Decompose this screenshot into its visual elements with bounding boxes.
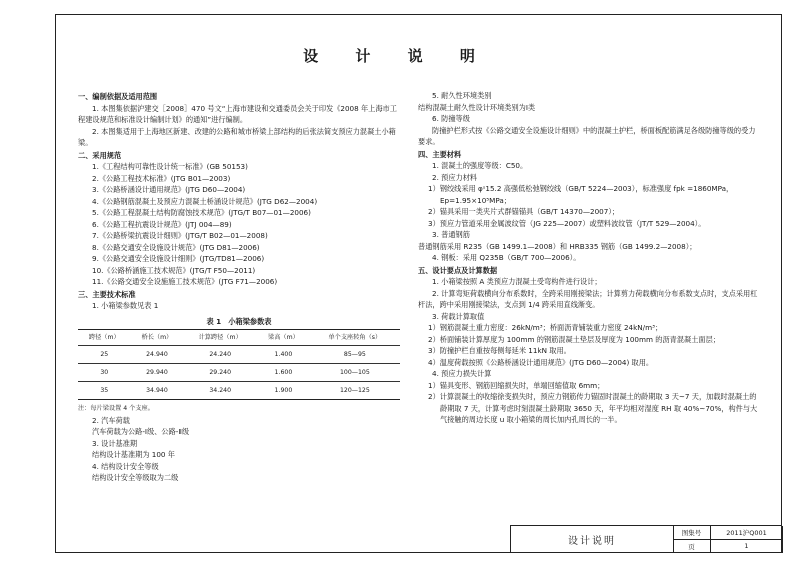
table-header-cell: 跨径（m） <box>78 330 131 346</box>
table-cell: 34.240 <box>183 382 257 400</box>
table-row <box>78 382 400 400</box>
paragraph: 2. 计算弯矩荷载横向分布系数时，全跨采用刚接梁法；计算剪力荷载横向分布系数支点时，支点采用杠杆法，跨中采用刚接梁法，支点到 1/4 跨采用直线渐变。 <box>418 288 758 309</box>
paragraph: 普通钢筋采用 R235（GB 1499.1—2008）和 HRB335 钢筋（GB 1499.2—2008）； <box>418 241 697 251</box>
table-cell: 85—95 <box>310 346 400 364</box>
left-column <box>78 90 400 484</box>
table-cell: 35 <box>78 382 131 400</box>
paragraph: 结构设计安全等级取为二级 <box>92 473 179 482</box>
list-item: 3）防撞护栏自重按每侧每延米 11kN 取用。 <box>428 346 571 355</box>
paragraph: 结构设计基准期为 100 年 <box>92 450 175 459</box>
table-cell: 24.940 <box>131 346 184 364</box>
table-cell: 100—105 <box>310 364 400 382</box>
table-cell: 1.400 <box>257 346 310 364</box>
table-cell: 30 <box>78 364 131 382</box>
list-item: 9.《公路交通安全设施设计细则》(JTG/TD81—2006) <box>92 254 265 263</box>
parameter-table <box>78 329 400 400</box>
table-note: 注：每片梁设置 4 个支座。 <box>78 405 154 412</box>
table-cell: 1.900 <box>257 382 310 400</box>
table-row <box>78 346 400 364</box>
table-header-cell: 梁高（m） <box>257 330 310 346</box>
page-number: 1 <box>711 540 783 553</box>
subheading: 4. 结构设计安全等级 <box>92 461 159 471</box>
list-item: 6.《公路工程抗震设计规范》(JTJ 004—89) <box>92 219 232 229</box>
subheading: 6. 防撞等级 <box>432 114 470 123</box>
title-block <box>510 525 782 553</box>
paragraph: 2. 本图集适用于上海地区新建、改建的公路和城市桥梁上部结构的后张法简支预应力混凝土小箱梁。 <box>78 126 396 147</box>
paragraph: 汽车荷载为公路-Ⅰ级、公路-Ⅱ级 <box>92 427 190 436</box>
subheading: 4. 预应力损失计算 <box>432 369 492 378</box>
list-item: 1）锚具变形、钢筋回缩损失时，单端回缩值取 6mm； <box>428 380 605 390</box>
list-item: 8.《公路交通安全设施设计规范》(JTG D81—2006) <box>92 242 260 252</box>
subheading: 5. 耐久性环境类别 <box>432 91 492 100</box>
table-header-cell: 单个支座转角（s） <box>310 330 400 346</box>
paragraph: 1. 混凝土的强度等级：C50。 <box>432 161 528 170</box>
paragraph: 防撞护栏形式按《公路交通安全设施设计细则》中的混凝土护栏，桥面板配筋满足各级防撞等级的受力要求。 <box>418 125 756 146</box>
section-heading-5: 五、设计要点及计算数据 <box>418 265 498 275</box>
subheading: 2. 预应力材料 <box>432 172 478 182</box>
table-cell: 29.940 <box>131 364 184 382</box>
right-column <box>418 90 762 426</box>
section-heading-3: 三、主要技术标准 <box>78 289 136 299</box>
table-cell: 34.940 <box>131 382 184 400</box>
list-item: 11.《公路交通安全设施施工技术规范》(JTG F71—2006) <box>92 277 278 286</box>
paragraph: 1. 本图集依据沪建交［2008］470 号文“上海市建设和交通委员会关于印发《2008 年上海市工程建设规范和标准设计编制计划》的通知”进行编制。 <box>78 103 397 124</box>
list-item: 2）锚具采用一类夹片式群锚锚具（GB/T 14370—2007）； <box>428 207 620 216</box>
section-heading-1: 一、编制依据及适用范围 <box>78 92 158 101</box>
list-item: 10.《公路桥涵施工技术规范》(JTG/T F50—2011) <box>92 265 256 275</box>
list-item: 3）预应力管道采用金属波纹管（JG 225—2007）或塑料波纹管（JT/T 529—2004）。 <box>428 218 706 228</box>
table-cell: 24.240 <box>183 346 257 364</box>
subheading: 3. 荷载计算取值 <box>432 311 485 321</box>
list-item: 2.《公路工程技术标准》(JTG B01—2003) <box>92 173 231 183</box>
paragraph: 4. 钢板：采用 Q235B（GB/T 700—2006）。 <box>432 253 581 262</box>
list-item: 3.《公路桥涵设计通用规范》(JTG D60—2004) <box>92 185 246 194</box>
paragraph: 1. 小箱梁按照 A 类预应力混凝土受弯构件进行设计； <box>432 277 602 286</box>
table-caption: 表 1 小箱梁参数表 <box>206 316 272 326</box>
list-item: 2）桥面铺装计算厚度为 100mm 的钢筋混凝土垫层及厚度为 100mm 的沥青混凝土面层； <box>428 334 720 344</box>
list-item: 2）计算混凝土的收缩徐变损失时，预应力钢筋传力锚固时混凝土的龄期取 3 天~7 天，加载时混凝土的龄期取 7 天，计算考虑时刻混凝土龄期取 3650 天，年平均相对湿度 RH 取 40%~70%，构件与大气接触的周边长度 u 取小箱梁的周长加内孔周长的一半。 <box>428 392 758 424</box>
table-cell: 25 <box>78 346 131 364</box>
list-item: 4）温度荷载按照《公路桥涵设计通用规范》(JTG D60—2004) 取用。 <box>428 357 654 367</box>
table-cell: 120—125 <box>310 382 400 400</box>
section-heading-2: 二、采用规范 <box>78 150 122 160</box>
subheading: 2. 汽车荷载 <box>92 415 130 425</box>
subheading: 3. 设计基准期 <box>92 438 138 448</box>
list-item: 1）钢绞线采用 φˢ15.2 高强低松弛钢绞线（GB/T 5224—2003），标准强度 fpk =1860MPa，Ep=1.95×10⁵MPa； <box>428 184 734 205</box>
table-header-cell: 计算跨径（m） <box>183 330 257 346</box>
paragraph: 1. 小箱梁参数见表 1 <box>92 301 159 310</box>
atlas-number-label: 图集号 <box>673 526 711 540</box>
section-heading-4: 四、主要材料 <box>418 149 462 159</box>
table-header-row <box>78 330 400 346</box>
drawing-name: 设计说明 <box>511 526 674 553</box>
list-item: 1.《工程结构可靠性设计统一标准》(GB 50153) <box>92 162 248 171</box>
list-item: 7.《公路桥梁抗震设计细则》(JTG/T B02—01—2008) <box>92 231 268 240</box>
list-item: 5.《公路工程混凝土结构防腐蚀技术规范》(JTG/T B07—01—2006) <box>92 208 311 217</box>
list-item: 1）钢筋混凝土重力密度：26kN/m³；桥面沥青铺装重力密度 24kN/m³； <box>428 323 663 332</box>
list-item: 4.《公路钢筋混凝土及预应力混凝土桥涵设计规范》(JTG D62—2004) <box>92 196 318 206</box>
code-list <box>78 161 400 288</box>
page-label: 页 <box>673 540 711 553</box>
table-cell: 29.240 <box>183 364 257 382</box>
paragraph: 结构混凝土耐久性设计环境类别为Ⅰ类 <box>418 102 536 112</box>
table-cell: 1.600 <box>257 364 310 382</box>
atlas-number-value: 2011沪Q001 <box>711 526 783 540</box>
table-row <box>78 364 400 382</box>
subheading: 3. 普通钢筋 <box>432 230 470 239</box>
page-title: 设 计 说 明 <box>303 47 491 65</box>
table-header-cell: 桥长（m） <box>131 330 184 346</box>
